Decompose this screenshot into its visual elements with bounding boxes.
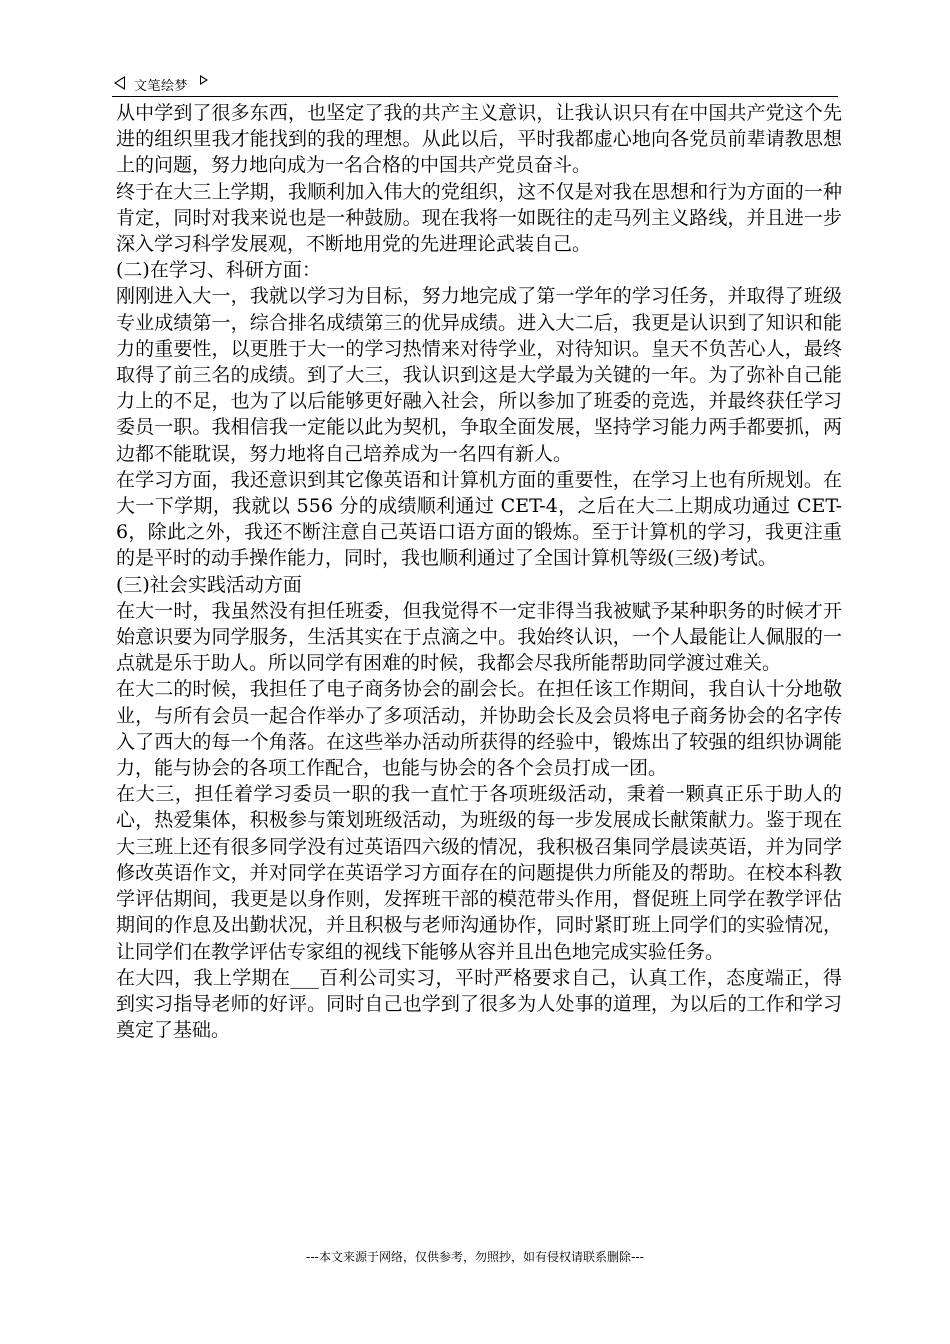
paragraph: 在大一时，我虽然没有担任班委，但我觉得不一定非得当我被赋予某种职务的时候才开始意识要为同学服务，生活其实在于点滴之中。我始终认识，一个人最能让人佩服的一点就是乐于助人。所以同学有困难的时候，我都会尽我所能帮助同学渡过难关。 (116, 599, 842, 675)
paragraph: 在学习方面，我还意识到其它像英语和计算机方面的重要性，在学习上也有所规划。在大一下学期，我就以 556 分的成绩顺利通过 CET-4，之后在大二上期成功通过 CET-6，除此之外，我还不断注意自己英语口语方面的锻炼。至于计算机的学习，我更注重的是平时的动手操作能力，同时，我也顺利通过了全国计算机等级(三级)考试。 (116, 468, 842, 570)
triangle-right-icon (200, 75, 208, 85)
paragraph: 在大四，我上学期在___百利公司实习，平时严格要求自己，认真工作，态度端正，得到实习指导老师的好评。同时自己也学到了很多为人处事的道理，为以后的工作和学习奠定了基础。 (116, 966, 842, 1042)
header-brand: 文笔绘梦 (134, 79, 189, 94)
triangle-left-icon (114, 76, 125, 90)
page-header (112, 70, 838, 97)
section-heading: (三)社会实践活动方面 (116, 573, 302, 596)
page-footer-notice: ---本文来源于网络，仅供参考，勿照抄，如有侵权请联系删除--- (306, 1250, 644, 1264)
paragraph: 终于在大三上学期，我顺利加入伟大的党组织，这不仅是对我在思想和行为方面的一种肯定，同时对我来说也是一种鼓励。现在我将一如既往的走马列主义路线，并且进一步深入学习科学发展观，不断地用党的先进理论武装自己。 (116, 180, 842, 256)
paragraph: 刚刚进入大一，我就以学习为目标，努力地完成了第一学年的学习任务，并取得了班级专业成绩第一，综合排名成绩第三的优异成绩。进入大二后，我更是认识到了知识和能力的重要性，以更胜于大一的学习热情来对待学业，对待知识。皇天不负苦心人，最终取得了前三名的成绩。到了大三，我认识到这是大学最为关键的一年。为了弥补自己能力上的不足，也为了以后能够更好融入社会，所以参加了班委的竞选，并最终获任学习委员一职。我相信我一定能以此为契机，争取全面发展，坚持学习能力两手都要抓，两边都不能耽误，努力地将自己培养成为一名四有新人。 (116, 285, 842, 465)
paragraph: 从中学到了很多东西，也坚定了我的共产主义意识，让我认识只有在中国共产党这个先进的组织里我才能找到的我的理想。从此以后，平时我都虚心地向各党员前辈请教思想上的问题，努力地向成为一名合格的中国共产党员奋斗。 (116, 102, 842, 177)
paragraph: 在大三，担任着学习委员一职的我一直忙于各项班级活动，秉着一颗真正乐于助人的心，热爱集体，积极参与策划班级活动，为班级的每一步发展成长献策献力。鉴于现在大三班上还有很多同学没有过英语四六级的情况，我积极召集同学晨读英语，并为同学修改英语作文，并对同学在英语学习方面存在的问题提供力所能及的帮助。在校本科教学评估期间，我更是以身作则，发挥班干部的模范带头作用，督促班上同学在教学评估期间的作息及出勤状况，并且积极与老师沟通协作，同时紧盯班上同学们的实验情况，让同学们在教学评估专家组的视线下能够从容并且出色地完成实验任务。 (116, 783, 842, 963)
section-heading: (二)在学习、科研方面： (116, 259, 321, 282)
paragraph: 在大二的时候，我担任了电子商务协会的副会长。在担任该工作期间，我自认十分地敬业，与所有会员一起合作举办了多项活动，并协助会长及会员将电子商务协会的名字传入了西大的每一个角落。在这些举办活动所获得的经验中，锻炼出了较强的组织协调能力，能与协会的各项工作配合，也能与协会的各个会员打成一团。 (116, 678, 842, 780)
document-body (116, 100, 842, 1043)
